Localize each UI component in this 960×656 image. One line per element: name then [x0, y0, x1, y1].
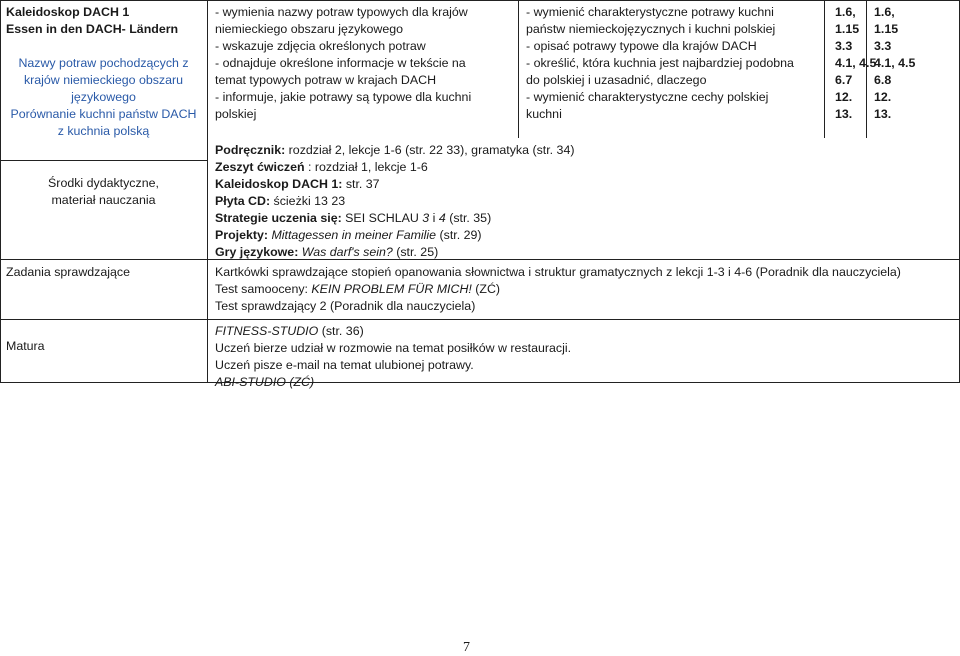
- test-item: [215, 281, 500, 297]
- topic-line: językowego: [71, 90, 136, 104]
- material-label: Płyta CD:: [215, 194, 271, 208]
- matura-title: FITNESS-STUDIO: [215, 324, 319, 338]
- table-border-bottom: [0, 382, 960, 383]
- col-divider: [518, 0, 519, 138]
- material-text: : rozdział 1, lekcje 1-6: [304, 160, 428, 174]
- topic-line: Porównanie kuchni państw DACH: [10, 107, 197, 121]
- curriculum-code: 6.8: [874, 73, 892, 87]
- objective-item: - opisać potrawy typowe dla krajów DACH: [526, 39, 757, 53]
- materials-label: materiał nauczania: [51, 193, 156, 207]
- test-text: (ZĆ): [471, 282, 501, 296]
- matura-item: Uczeń pisze e-mail na temat ulubionej potrawy.: [215, 358, 474, 372]
- matura-item: Uczeń bierze udział w rozmowie na temat posiłków w restauracji.: [215, 341, 572, 355]
- material-podrecznik: [215, 142, 574, 158]
- objective-item: - wymienić charakterystyczne potrawy kuchni: [526, 5, 774, 19]
- material-text: rozdział 2, lekcje 1-6 (str. 22 33), gramatyka (str. 34): [285, 143, 575, 157]
- material-label: Zeszyt ćwiczeń: [215, 160, 305, 174]
- test-text: Test samooceny:: [215, 282, 312, 296]
- matura-text: (str. 36): [318, 324, 364, 338]
- material-strategie: [215, 210, 491, 226]
- material-label: Gry językowe:: [215, 245, 299, 259]
- curriculum-code: 6.7: [835, 73, 853, 87]
- curriculum-code: 13.: [874, 107, 892, 121]
- material-text: i: [429, 211, 439, 225]
- material-gry: [215, 244, 438, 260]
- material-title: Mittagessen in meiner Familie: [268, 228, 437, 242]
- curriculum-code: 1.6,: [835, 5, 856, 19]
- page-number: 7: [463, 640, 470, 655]
- book-title: Kaleidoskop DACH 1: [6, 5, 130, 19]
- topic-line: Nazwy potraw pochodzących z: [18, 56, 189, 70]
- curriculum-code: 3.3: [874, 39, 892, 53]
- curriculum-code: 12.: [874, 90, 892, 104]
- test-item: Kartkówki sprawdzające stopień opanowania słownictwa i struktur gramatycznych z lekcji 1-3 i 4-6 (Poradnik dla nauczyciela): [215, 265, 901, 279]
- matura-label: Matura: [6, 339, 45, 353]
- tests-label: Zadania sprawdzające: [6, 265, 130, 279]
- objective-item: polskiej: [215, 107, 257, 121]
- material-projekty: [215, 227, 482, 243]
- test-item: Test sprawdzający 2 (Poradnik dla nauczyciela): [215, 299, 476, 313]
- col-divider: [207, 0, 208, 383]
- objective-item: - wymienić charakterystyczne cechy polskiej: [526, 90, 769, 104]
- test-title: KEIN PROBLEM FÜR MICH!: [311, 282, 472, 296]
- topic-line: krajów niemieckiego obszaru: [23, 73, 184, 87]
- unit-title: Essen in den DACH- Ländern: [6, 22, 179, 36]
- material-text: (str. 25): [392, 245, 439, 259]
- curriculum-code: 13.: [835, 107, 853, 121]
- topic-line: z kuchnia polską: [57, 124, 150, 138]
- material-label: Podręcznik:: [215, 143, 286, 157]
- curriculum-code: 4.1, 4.5: [835, 56, 877, 70]
- material-kaleidoskop: [215, 176, 380, 192]
- col-divider: [824, 0, 825, 138]
- objective-item: - określić, która kuchnia jest najbardziej podobna: [526, 56, 794, 70]
- objective-item: - wymienia nazwy potraw typowych dla krajów: [215, 5, 468, 19]
- objective-item: państw niemieckojęzycznych i kuchni polskiej: [526, 22, 776, 36]
- curriculum-code: 12.: [835, 90, 853, 104]
- objective-item: - informuje, jakie potrawy są typowe dla kuchni: [215, 90, 472, 104]
- objective-item: - wskazuje zdjęcia określonych potraw: [215, 39, 426, 53]
- material-label: Kaleidoskop DACH 1:: [215, 177, 343, 191]
- matura-item: ABI-STUDIO (ZĆ): [215, 375, 315, 389]
- curriculum-code: 3.3: [835, 39, 853, 53]
- material-plyta: [215, 193, 345, 209]
- objective-item: do polskiej i uzasadnić, dlaczego: [526, 73, 707, 87]
- materials-label: Środki dydaktyczne,: [48, 176, 159, 190]
- table-border-top: [0, 0, 960, 1]
- row-divider: [0, 259, 960, 260]
- material-text: SEI SCHLAU: [341, 211, 423, 225]
- row-divider: [0, 160, 207, 161]
- objective-item: - odnajduje określone informacje w tekście na: [215, 56, 466, 70]
- objective-item: kuchni: [526, 107, 562, 121]
- row-divider: [0, 319, 960, 320]
- material-text: (str. 29): [436, 228, 482, 242]
- objective-item: temat typowych potraw w krajach DACH: [215, 73, 437, 87]
- curriculum-code: 1.6,: [874, 5, 895, 19]
- curriculum-code: 1.15: [874, 22, 899, 36]
- curriculum-code: 4.1, 4.5: [874, 56, 916, 70]
- material-text: ścieżki 13 23: [270, 194, 346, 208]
- material-text: (str. 35): [445, 211, 492, 225]
- material-text: 3: [422, 211, 430, 225]
- curriculum-code: 1.15: [835, 22, 860, 36]
- objective-item: niemieckiego obszaru językowego: [215, 22, 404, 36]
- material-title: Was darf's sein?: [298, 245, 393, 259]
- material-text: str. 37: [342, 177, 380, 191]
- material-label: Strategie uczenia się:: [215, 211, 342, 225]
- material-label: Projekty:: [215, 228, 269, 242]
- matura-item: [215, 323, 364, 339]
- material-zeszyt: [215, 159, 428, 175]
- material-text: 4: [438, 211, 446, 225]
